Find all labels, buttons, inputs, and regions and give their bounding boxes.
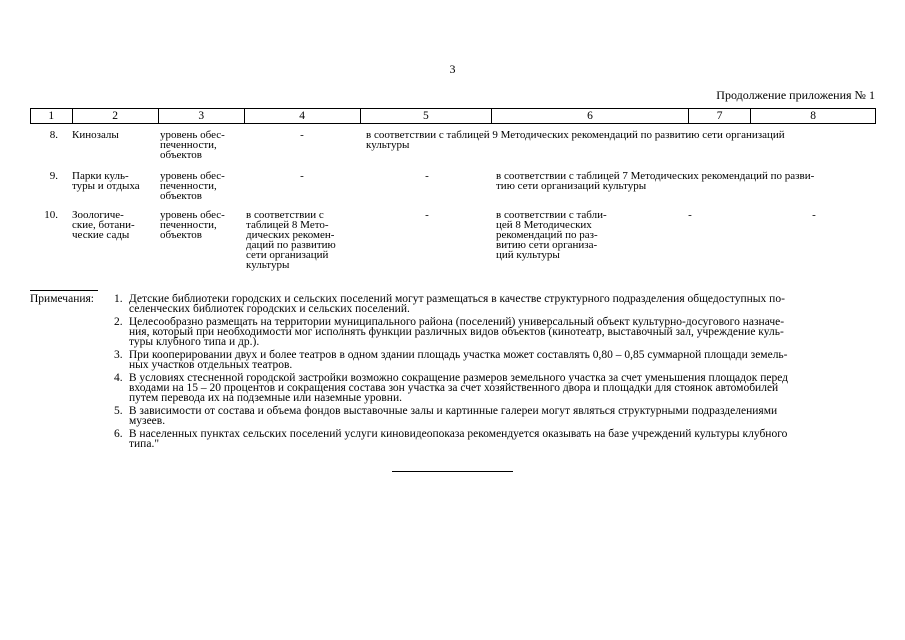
note-item <box>114 373 876 403</box>
col8-value: - <box>812 209 816 221</box>
header-col-4: 4 <box>244 109 360 124</box>
col4-line: культуры <box>246 259 290 271</box>
col6-line: ций культуры <box>496 249 560 261</box>
note-item <box>114 406 876 426</box>
object-name-line: Зоологиче- <box>72 209 124 221</box>
object-name-line: ческие сады <box>72 229 130 241</box>
col5-value: - <box>425 170 429 182</box>
header-col-1: 1 <box>31 109 73 124</box>
note-number: 2. <box>114 316 123 328</box>
note-item <box>114 317 876 347</box>
norm-reference-line: тию сети организаций культуры <box>496 180 647 192</box>
note-number: 6. <box>114 428 123 440</box>
norm-reference-line: в соответствии с таблицей 9 Методических рекомендаций по развитию сети организаций <box>366 129 785 141</box>
note-number: 3. <box>114 349 123 361</box>
object-name-line: туры и отдыха <box>72 180 140 192</box>
note-item <box>114 350 876 370</box>
col4-line: в соответствии с <box>246 209 324 221</box>
object-name <box>72 130 158 140</box>
col4-value: - <box>300 129 304 141</box>
indicator-line: объектов <box>160 190 202 202</box>
note-text: Детские библиотеки городских и сельских поселений могут размещаться в качестве структурного подразделения общедоступных по- <box>128 293 785 305</box>
object-name-line: ские, ботани- <box>72 219 135 231</box>
note-text: При кооперировании двух и более театров в одном здании площадь участка может составлять 0,80 – 0,85 суммарной площади земель- <box>128 349 788 361</box>
note-text: Целесообразно размещать на территории муниципального района (поселений) универсальный объект культурно-досугового назначе- <box>128 316 785 328</box>
object-name-line: Кинозалы <box>72 129 119 141</box>
col6-value <box>496 210 636 260</box>
header-col-7: 7 <box>688 109 750 124</box>
col6-line: витию сети организа- <box>496 239 598 251</box>
end-separator <box>392 471 513 472</box>
header-col-6: 6 <box>492 109 689 124</box>
note-text: В зависимости от состава и объема фондов выставочные залы и картинные галереи могут являться структурными подразделениями <box>128 405 778 417</box>
norm-reference-line: культуры <box>366 139 410 151</box>
col4-line: даций по развитию <box>246 239 336 251</box>
col5-value: - <box>425 209 429 221</box>
note-line <box>114 429 876 439</box>
note-text: В населенных пунктах сельских поселений услуги киновидеопоказа рекомендуется оказывать на базе учреждений культуры клубного <box>128 428 788 440</box>
note-text: музеев. <box>129 415 166 427</box>
indicator <box>160 171 246 201</box>
note-number: 5. <box>114 405 123 417</box>
row-number: 9. <box>49 170 58 182</box>
norm-reference-line: в соответствии с таблицей 7 Методических рекомендаций по разви- <box>496 170 815 182</box>
col6-line: рекомендаций по раз- <box>496 229 598 241</box>
indicator <box>160 210 246 240</box>
note-text: селенческих библиотек городских и сельских поселений. <box>129 303 410 315</box>
note-text: входами на 15 – 20 процентов и сокращения состава зон участка за счет хозяйственного двора и площадки для стоянок автомобилей <box>129 382 779 394</box>
header-col-3: 3 <box>158 109 244 124</box>
col4-line: дических рекомен- <box>246 229 335 241</box>
note-number: 4. <box>114 372 123 384</box>
column-number-header <box>30 108 876 124</box>
continuation-label: Продолжение приложения № 1 <box>716 88 875 102</box>
row-number: 10. <box>44 209 58 221</box>
col6-line: в соответствии с табли- <box>496 209 607 221</box>
notes-list <box>114 294 876 452</box>
note-text: туры клубного типа и др.). <box>129 336 260 348</box>
indicator-line: объектов <box>160 149 202 161</box>
col4-line: таблицей 8 Мето- <box>246 219 329 231</box>
indicator-line: уровень обес- <box>160 170 225 182</box>
object-name-line: Парки куль- <box>72 170 129 182</box>
indicator-line: печенности, <box>160 139 217 151</box>
note-text: В условиях стесненной городской застройки возможно сокращение размеров земельного участка за счет уменьшения площадок перед <box>128 372 789 384</box>
col6-line: цей 8 Методических <box>496 219 592 231</box>
note-text: путем перевода их на подземные или наземные уровни. <box>129 392 402 404</box>
indicator-line: уровень обес- <box>160 129 225 141</box>
note-item <box>114 294 876 314</box>
note-number: 1. <box>114 293 123 305</box>
indicator-line: печенности, <box>160 219 217 231</box>
indicator <box>160 130 246 160</box>
col4-value <box>246 210 356 270</box>
header-col-5: 5 <box>360 109 492 124</box>
norm-reference <box>496 171 876 191</box>
page-number: 3 <box>449 62 456 76</box>
notes-label: Примечания: <box>30 293 94 305</box>
header-col-8: 8 <box>751 109 876 124</box>
note-item <box>114 429 876 449</box>
col4-value: - <box>300 170 304 182</box>
note-text: ных участков отдельных театров. <box>129 359 293 371</box>
indicator-line: печенности, <box>160 180 217 192</box>
object-name <box>72 210 158 240</box>
row-number: 8. <box>49 129 58 141</box>
note-text: ния, который при необходимости мог исполнять функции различных видов объектов (кинотеатр, выставочный зал, учреждение куль- <box>129 326 784 338</box>
norm-reference <box>366 130 876 150</box>
col4-line: сети организаций <box>246 249 329 261</box>
indicator-line: уровень обес- <box>160 209 225 221</box>
header-col-2: 2 <box>72 109 158 124</box>
note-line <box>114 406 876 416</box>
footnote-separator <box>30 290 98 291</box>
object-name <box>72 171 158 191</box>
col7-value: - <box>688 209 692 221</box>
indicator-line: объектов <box>160 229 202 241</box>
note-text: типа." <box>129 438 160 450</box>
